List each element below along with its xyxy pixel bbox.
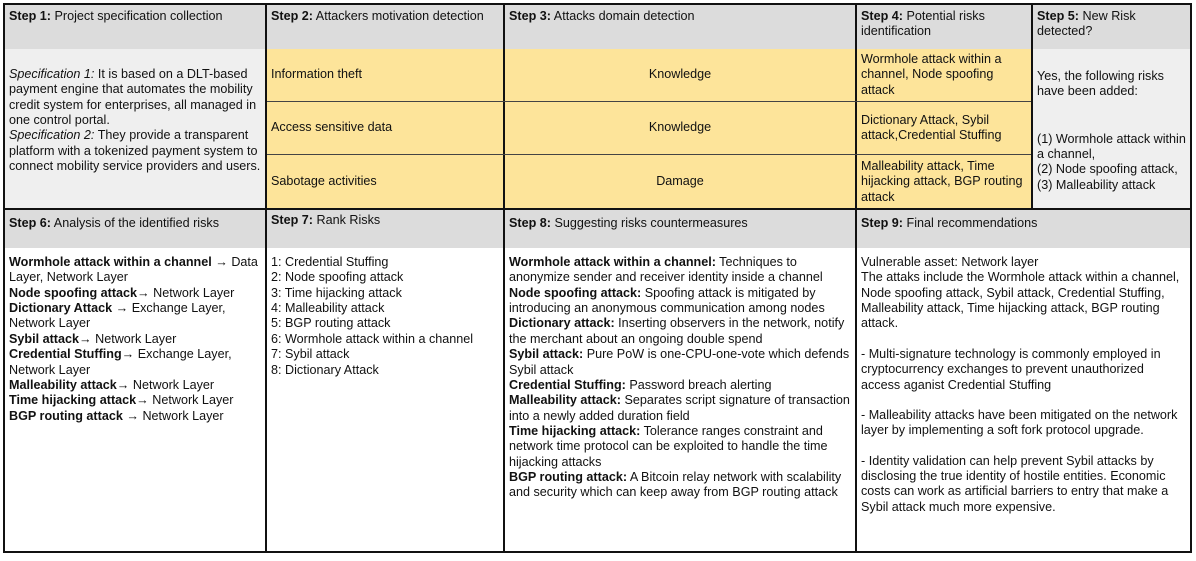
attack-name: Time hijacking attack xyxy=(9,393,137,408)
analysis-item xyxy=(9,255,261,286)
countermeasure-text: Inserting observers in the network, notify the merchant about an ongoing double spend xyxy=(509,316,845,346)
final-recommendations-cell xyxy=(857,248,1190,551)
risk-cell xyxy=(857,155,1031,208)
new-risk-item: (1) Wormhole attack within a channel, xyxy=(1037,131,1186,162)
rank-item: 3: Time hijacking attack xyxy=(271,285,402,300)
domain-text: Damage xyxy=(656,173,704,188)
step9-header xyxy=(857,210,1190,248)
countermeasure-item xyxy=(509,393,851,424)
analysis-item xyxy=(9,378,261,393)
arrow-icon: → xyxy=(79,331,96,346)
arrow-icon: → xyxy=(116,377,133,392)
step3-header xyxy=(505,5,855,49)
layer-text: Exchange Layer, Network Layer xyxy=(9,301,226,331)
analysis-item xyxy=(9,393,261,408)
spec1-label: Specification 1: xyxy=(9,67,95,81)
rank-item: 6: Wormhole attack within a channel xyxy=(271,331,474,346)
rank-item: 4: Malleability attack xyxy=(271,301,385,316)
countermeasure-text: Separates script signature of transaction into a newly added duration field xyxy=(509,393,850,423)
step-number: Step 4: xyxy=(861,9,903,23)
step-number: Step 9: xyxy=(861,216,903,230)
step-number: Step 5: xyxy=(1037,9,1079,23)
new-risk-item: (2) Node spoofing attack, xyxy=(1037,162,1178,177)
attack-name: BGP routing attack xyxy=(9,408,123,423)
new-risk-cell xyxy=(1033,49,1190,208)
layer-text: Network Layer xyxy=(132,377,215,392)
layer-text: Network Layer xyxy=(142,408,224,423)
domain-cell xyxy=(505,49,855,101)
step-title: Analysis of the identified risks xyxy=(51,216,219,230)
step-title: Potential risks identification xyxy=(861,9,985,39)
countermeasure-item xyxy=(509,316,851,347)
layer-text: Network Layer xyxy=(153,285,235,300)
step-title: New Risk detected? xyxy=(1037,9,1136,39)
countermeasure-item xyxy=(509,378,851,393)
countermeasure-text: Spoofing attack is mitigated by introducing an anonymous communication among nodes xyxy=(509,285,825,316)
countermeasure-item xyxy=(509,470,851,501)
rank-item: 2: Node spoofing attack xyxy=(271,270,404,285)
recommendation: - Multi-signature technology is commonly employed in cryptocurrency exchanges to prevent unauthorized access aganist Credential Stuffing xyxy=(861,346,1161,392)
countermeasure-text: Password breach alerting xyxy=(625,377,772,392)
column-divider xyxy=(503,5,505,551)
countermeasure-item xyxy=(509,286,851,317)
step-number: Step 7: xyxy=(271,213,313,227)
risk-cell xyxy=(857,102,1031,154)
countermeasure-item xyxy=(509,347,851,378)
step2-header xyxy=(267,5,503,49)
step7-header xyxy=(267,210,503,248)
step-title: Final recommendations xyxy=(903,216,1038,230)
arrow-icon: → xyxy=(112,301,132,316)
arrow-icon: → xyxy=(121,347,138,362)
column-divider xyxy=(855,5,857,551)
step5-header xyxy=(1033,5,1190,49)
motivation-cell xyxy=(267,49,503,101)
analysis-cell xyxy=(5,248,265,551)
risk-text: Wormhole attack within a channel, Node spoofing attack xyxy=(861,51,1002,97)
step1-header xyxy=(5,5,265,49)
analysis-item xyxy=(9,301,261,332)
attack-name: Credential Stuffing: xyxy=(509,377,626,392)
rank-item: 7: Sybil attack xyxy=(271,347,350,362)
attack-name: BGP routing attack: xyxy=(509,470,628,485)
vulnerable-asset: Vulnerable asset: Network layer xyxy=(861,255,1039,269)
spec2-text: They provide a transparent platform with a tokenized payment system to connect mobility service providers and users. xyxy=(9,128,261,174)
attack-name: Sybil attack xyxy=(9,331,79,346)
step-title: Attackers motivation detection xyxy=(313,9,484,23)
attack-name: Node spoofing attack xyxy=(9,285,138,300)
new-risk-intro: Yes, the following risks have been added: xyxy=(1037,69,1164,99)
domain-text: Knowledge xyxy=(648,120,712,135)
countermeasure-item xyxy=(509,255,851,286)
arrow-icon: → xyxy=(211,255,232,269)
attack-name: Wormhole attack within a channel xyxy=(9,255,212,269)
rank-item: 1: Credential Stuffing xyxy=(271,255,389,269)
countermeasures-cell xyxy=(505,248,855,551)
motivation-text: Access sensitive data xyxy=(271,120,393,135)
countermeasure-text: Techniques to anonymize sender and receiver identity inside a channel xyxy=(509,255,823,285)
attack-name: Time hijacking attack: xyxy=(509,423,641,438)
layer-text: Network Layer xyxy=(95,331,177,346)
risk-cell xyxy=(857,49,1031,101)
domain-cell xyxy=(505,102,855,154)
step4-header xyxy=(857,5,1031,49)
layer-text: Exchange Layer, Network Layer xyxy=(9,347,232,377)
rank-item: 5: BGP routing attack xyxy=(271,316,391,331)
motivation-text: Information theft xyxy=(271,67,363,82)
spec1-text: It is based on a DLT-based payment engine that automates the mobility credit system for enterprises, all managed in one control portal. xyxy=(9,67,257,128)
layer-text: Data Layer, Network Layer xyxy=(9,255,258,285)
rank-item: 8: Dictionary Attack xyxy=(271,362,379,377)
row-divider xyxy=(267,101,1031,102)
analysis-item xyxy=(9,332,261,347)
column-divider xyxy=(265,5,267,551)
step-number: Step 2: xyxy=(271,9,313,23)
layer-text: Network Layer xyxy=(152,393,234,408)
analysis-item xyxy=(9,409,261,424)
arrow-icon: → xyxy=(136,393,153,408)
motivation-cell xyxy=(267,155,503,208)
analysis-item xyxy=(9,347,261,378)
attack-name: Malleability attack: xyxy=(509,393,621,408)
attack-name: Credential Stuffing xyxy=(9,347,122,362)
risk-text: Dictionary Attack, Sybil attack,Credential Stuffing xyxy=(861,112,1002,142)
step-title: Project specification collection xyxy=(51,9,223,23)
risk-text: Malleability attack, Time hijacking attack, BGP routing attack xyxy=(861,158,1023,204)
new-risk-item: (3) Malleability attack xyxy=(1037,177,1156,192)
domain-cell xyxy=(505,155,855,208)
step-number: Step 8: xyxy=(509,216,551,230)
step-title: Suggesting risks countermeasures xyxy=(551,216,748,230)
countermeasure-text: Tolerance ranges constraint and network time protocol can be exploited to handle the time hijacking attacks xyxy=(509,423,828,469)
step-title: Rank Risks xyxy=(313,213,381,227)
attack-name: Sybil attack: xyxy=(509,347,584,362)
countermeasure-text: Pure PoW is one-CPU-one-vote which defends Sybil attack xyxy=(509,347,850,377)
motivation-cell xyxy=(267,102,503,154)
attack-name: Wormhole attack within a channel: xyxy=(509,255,716,269)
analysis-item xyxy=(9,286,261,301)
arrow-icon: → xyxy=(122,408,143,423)
rank-cell xyxy=(267,248,503,551)
step8-header xyxy=(505,210,855,248)
step6-header xyxy=(5,210,265,248)
step-title: Attacks domain detection xyxy=(551,9,695,23)
step-number: Step 3: xyxy=(509,9,551,23)
domain-text: Knowledge xyxy=(648,67,712,82)
risk-assessment-table xyxy=(3,3,1192,553)
column-divider xyxy=(1031,5,1033,208)
specification-cell xyxy=(5,49,265,208)
row-divider xyxy=(5,208,1190,210)
countermeasure-item xyxy=(509,424,851,470)
row-divider xyxy=(267,154,1031,155)
spec2-label: Specification 2: xyxy=(9,128,95,143)
attack-name: Node spoofing attack: xyxy=(509,285,642,300)
attacks-summary: The attaks include the Wormhole attack within a channel, Node spoofing attack, Sybil attack, Credential Stuffing, Malleability attack, Time hijacking attack, BGP routing attack. xyxy=(861,270,1180,331)
recommendation: - Identity validation can help prevent Sybil attacks by disclosing the true identity of hostile entities. Economic costs can work as artificial barriers to entry that make a Sybil attack much more expensive. xyxy=(861,453,1169,514)
attack-name: Dictionary Attack xyxy=(9,301,113,316)
step-number: Step 6: xyxy=(9,216,51,230)
motivation-text: Sabotage activities xyxy=(271,173,377,188)
countermeasure-text: A Bitcoin relay network with scalability and security which can keep away from BGP routing attack xyxy=(509,470,842,500)
attack-name: Malleability attack xyxy=(9,377,117,392)
attack-name: Dictionary attack: xyxy=(509,316,615,331)
recommendation: - Malleability attacks have been mitigated on the network layer by implementing a soft fork protocol upgrade. xyxy=(861,407,1178,438)
step-number: Step 1: xyxy=(9,9,51,23)
arrow-icon: → xyxy=(137,285,154,300)
